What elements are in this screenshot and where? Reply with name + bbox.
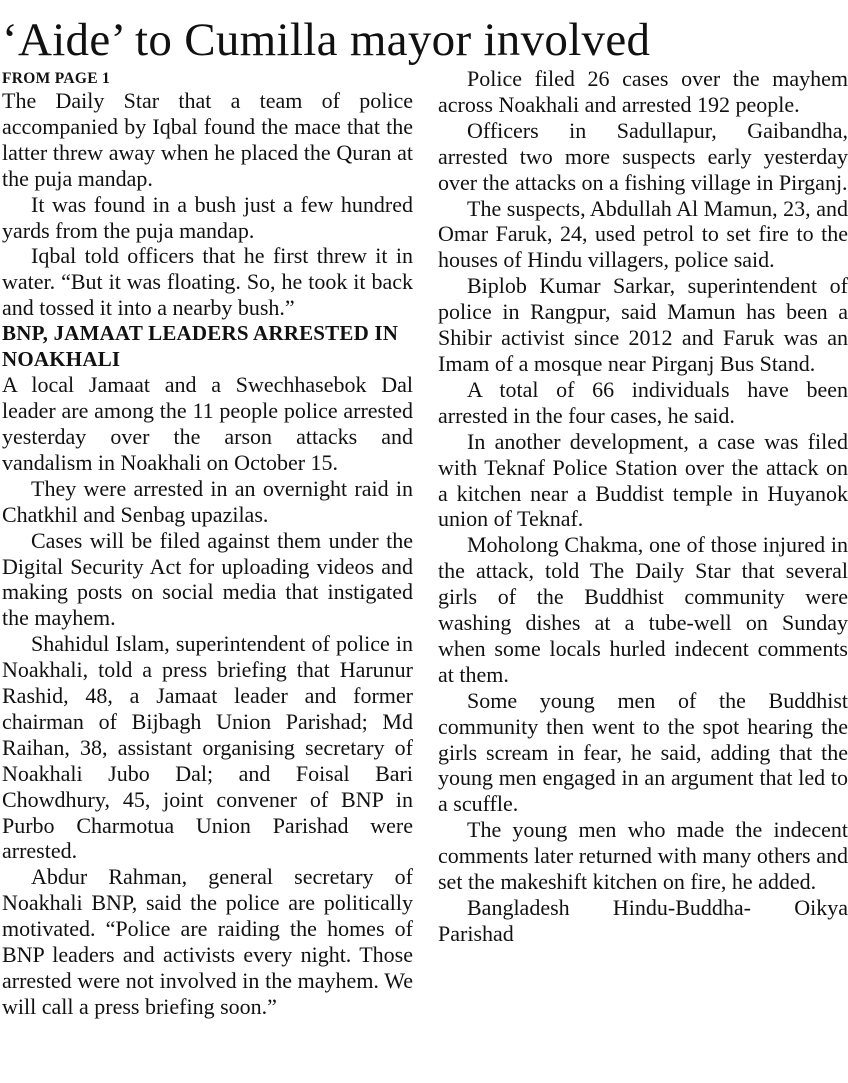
article-paragraph: Iqbal told officers that he first threw it in water. “But it was floating. So, he took it back and tossed it into a nearby bush.” bbox=[2, 243, 413, 321]
article-paragraph: A local Jamaat and a Swechhasebok Dal leader are among the 11 people police arrested yesterday over the arson attacks and vandalism in Noakhali on October 15. bbox=[2, 372, 413, 475]
article-paragraph: Police filed 26 cases over the mayhem across Noakhali and arrested 192 people. bbox=[438, 66, 848, 117]
article-paragraph: Biplob Kumar Sarkar, superintendent of police in Rangpur, said Mamun has been a Shibir activist since 2012 and Faruk was an Imam of a mosque near Pirganj Bus Stand. bbox=[438, 273, 848, 376]
article-paragraph: Shahidul Islam, superintendent of police in Noakhali, told a press briefing that Harunur Rashid, 48, a Jamaat leader and former chairman of Bijbagh Union Parishad; Md Raihan, 38, assistant organising secretary of Noakhali Jubo Dal; and Foisal Bari Chowdhury, 45, joint convener of BNP in Purbo Charmotua Union Parishad were arrested. bbox=[2, 631, 413, 864]
article-paragraph: They were arrested in an overnight raid in Chatkhil and Senbag upazilas. bbox=[2, 475, 413, 527]
section-subhead: BNP, JAMAAT LEADERS ARRESTED IN NOAKHALI bbox=[2, 321, 399, 371]
article-paragraph: Some young men of the Buddhist community then went to the spot hearing the girls scream in fear, he said, adding that the young men engaged in an argument that led to a scuffle. bbox=[438, 687, 848, 817]
article-paragraph: In another development, a case was filed with Teknaf Police Station over the attack on a kitchen near a Buddist temple in Huyanok union of Teknaf. bbox=[438, 428, 848, 532]
article-paragraph: A total of 66 individuals have been arrested in the four cases, he said. bbox=[438, 376, 848, 428]
article-paragraph: The suspects, Abdullah Al Mamun, 23, and Omar Faruk, 24, used petrol to set fire to the houses of Hindu villagers, police said. bbox=[438, 195, 848, 273]
continued-from-kicker: FROM PAGE 1 bbox=[2, 70, 111, 87]
headline: ‘Aide’ to Cumilla mayor involved bbox=[2, 14, 651, 66]
article-paragraph: Moholong Chakma, one of those injured in the attack, told The Daily Star that several girls of the Buddhist community were washing dishes at a tube-well on Sunday when some locals hurled indecent comments at them. bbox=[438, 532, 848, 687]
article-paragraph: The Daily Star that a team of police accompanied by Iqbal found the mace that the latter threw away when he placed the Quran at the puja mandap. bbox=[2, 88, 413, 191]
left-column bbox=[2, 68, 413, 1020]
article-paragraph: Cases will be filed against them under the Digital Security Act for uploading videos and making posts on social media that instigated the mayhem. bbox=[2, 527, 413, 631]
article-paragraph: Bangladesh Hindu-Buddha- Oikya Parishad bbox=[438, 895, 848, 946]
article-paragraph: Abdur Rahman, general secretary of Noakhali BNP, said the police are politically motivated. “Police are raiding the homes of BNP leaders and activists every night. Those arrested were not involved in the mayhem. We will call a press briefing soon.” bbox=[2, 864, 413, 1019]
article-paragraph: The young men who made the indecent comments later returned with many others and set the makeshift kitchen on fire, he added. bbox=[438, 817, 848, 895]
right-column bbox=[438, 66, 848, 947]
article-paragraph: Officers in Sadullapur, Gaibandha, arrested two more suspects early yesterday over the attacks on a fishing village in Pirganj. bbox=[438, 117, 848, 195]
article-paragraph: It was found in a bush just a few hundred yards from the puja mandap. bbox=[2, 191, 413, 243]
